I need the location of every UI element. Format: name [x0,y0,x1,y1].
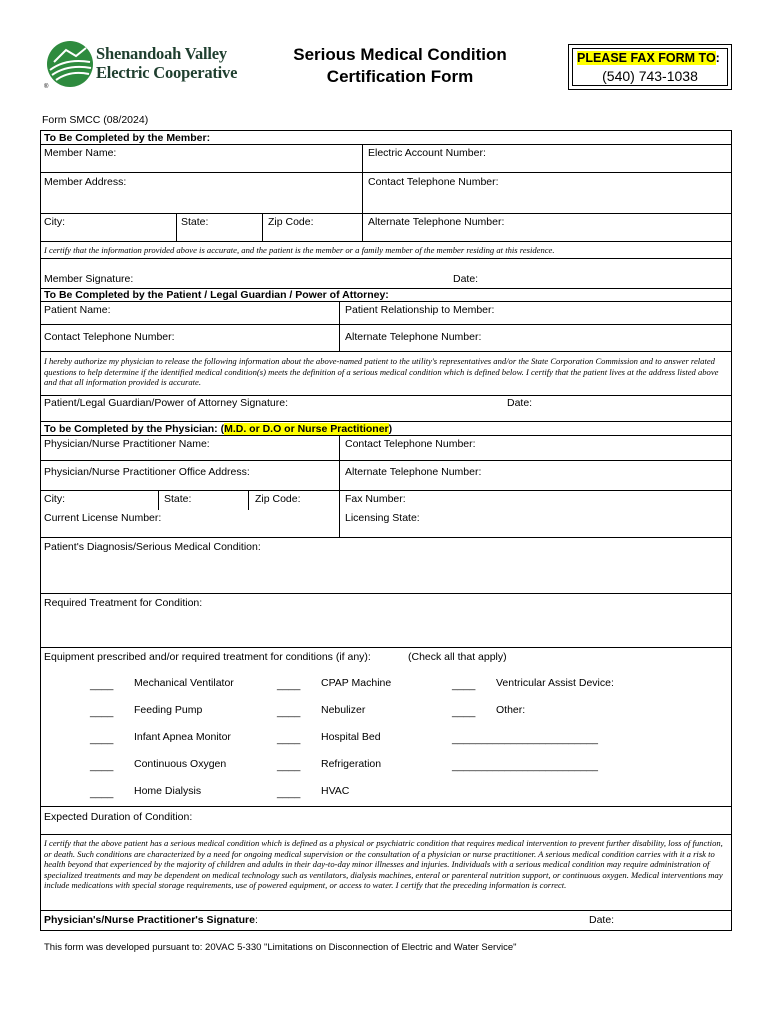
equipment-checkbox[interactable]: ____ [90,679,114,691]
expected-duration-field[interactable]: Expected Duration of Condition: [44,811,193,823]
equipment-option: HVAC [321,785,350,797]
physician-office-address-field[interactable]: Physician/Nurse Practitioner Office Address: [44,466,250,478]
alternate-phone-field[interactable]: Alternate Telephone Number: [368,216,505,228]
zip-field[interactable]: Zip Code: [268,216,314,228]
equipment-checkbox[interactable]: ____ [277,760,301,772]
city-field[interactable]: City: [44,216,65,228]
physician-date-field[interactable]: Date: [589,914,615,926]
equipment-option: Hospital Bed [321,731,381,743]
footer-note: This form was developed pursuant to: 20VAC 5-330 "Limitations on Disconnection of Electric and Water Service" [44,942,517,953]
equipment-option: Ventricular Assist Device: [496,677,614,689]
equipment-checkbox[interactable]: ____ [90,760,114,772]
equipment-checkbox[interactable]: ____ [277,706,301,718]
registered-mark: ® [44,84,49,90]
physician-city-field[interactable]: City: [44,493,65,505]
physician-name-field[interactable]: Physician/Nurse Practitioner Name: [44,438,210,450]
member-name-field[interactable]: Member Name: [44,147,117,159]
equipment-option: CPAP Machine [321,677,392,689]
physician-signature-field[interactable]: Physician's/Nurse Practitioner's Signature: [44,914,258,926]
equipment-option: Home Dialysis [134,785,202,797]
physician-alternate-phone-field[interactable]: Alternate Telephone Number: [345,466,482,478]
equipment-option: Infant Apnea Monitor [134,731,231,743]
required-treatment-field[interactable]: Required Treatment for Condition: [44,597,203,609]
diagnosis-field[interactable]: Patient's Diagnosis/Serious Medical Condition: [44,541,261,553]
equipment-checkbox[interactable]: ____ [452,679,476,691]
equipment-option: Refrigeration [321,758,382,770]
electric-account-field[interactable]: Electric Account Number: [368,147,486,159]
fax-label: PLEASE FAX FORM TO: [577,51,720,65]
check-all-note: (Check all that apply) [408,651,507,663]
equipment-checkbox[interactable]: ____ [277,679,301,691]
fax-number: (540) 743-1038 [602,68,698,84]
member-date-field[interactable]: Date: [453,273,479,285]
patient-date-field[interactable]: Date: [507,397,533,409]
member-section-title: To Be Completed by the Member: [44,132,211,144]
equipment-option: Nebulizer [321,704,366,716]
equipment-prompt: Equipment prescribed and/or required treatment for conditions (if any): [44,651,371,663]
physician-state-field[interactable]: State: [164,493,192,505]
other-equipment-line[interactable]: _________________________ [452,733,598,745]
equipment-checkbox[interactable]: ____ [90,706,114,718]
patient-name-field[interactable]: Patient Name: [44,304,111,316]
license-number-field[interactable]: Current License Number: [44,512,162,524]
member-certification-text: I certify that the information provided above is accurate, and the patient is the member or a family member of the member residing at this residence. [44,245,555,255]
patient-alternate-phone-field[interactable]: Alternate Telephone Number: [345,331,482,343]
equipment-checkbox[interactable]: ____ [277,733,301,745]
fax-box [568,44,732,90]
patient-section-title: To Be Completed by the Patient / Legal Guardian / Power of Attorney: [44,289,389,301]
equipment-checkbox[interactable]: ____ [277,787,301,799]
licensing-state-field[interactable]: Licensing State: [345,512,420,524]
equipment-option: Other: [496,704,526,716]
equipment-option: Mechanical Ventilator [134,677,234,689]
physician-section-title: To be Completed by the Physician: (M.D. or D.O or Nurse Practitioner) [44,423,393,435]
physician-fax-field[interactable]: Fax Number: [345,493,406,505]
patient-signature-field[interactable]: Patient/Legal Guardian/Power of Attorney Signature: [44,397,288,409]
physician-contact-phone-field[interactable]: Contact Telephone Number: [345,438,476,450]
patient-relationship-field[interactable]: Patient Relationship to Member: [345,304,495,316]
equipment-option: Continuous Oxygen [134,758,227,770]
form-number: Form SMCC (08/2024) [42,114,149,126]
other-equipment-line[interactable]: _________________________ [452,760,598,772]
physician-zip-field[interactable]: Zip Code: [255,493,301,505]
member-signature-field[interactable]: Member Signature: [44,273,134,285]
cooperative-logo-icon [46,40,94,88]
form-title: Serious Medical Condition Certification Form [293,45,507,86]
state-field[interactable]: State: [181,216,209,228]
equipment-checkbox[interactable]: ____ [90,787,114,799]
patient-authorization-text: I hereby authorize my physician to release the following information about the above-named patient to the utility's representatives and/or the State Corporation Commission and to answer related questions to help determine if the identified medical condition(s) meets the definition of a serious medical condition which is defined below. I certify that the patient lives at the address listed above and that all information provided is accurate. [44,356,719,388]
equipment-checkbox[interactable]: ____ [90,733,114,745]
equipment-option: Feeding Pump [134,704,203,716]
physician-certification-text: I certify that the above patient has a serious medical condition which is defined as a physical or psychiatric condition that requires medical intervention to prevent further disability, loss of function, or death. Such conditions are characterized by a need for ongoing medical supervision or the consultation of a physician or nurse practitioner. A serious medical condition carries with it a risk to health beyond that experienced by the majority of children and adults in their day-to-day minor illnesses and injuries. Individuals with a serious medical condition may require administration of specialized treatments and may be dependent on medical technology such as ventilators, dialysis machines, enteral or parenteral nutrition support, or continuous oxygen. Medical interventions may include medications with special storage requirements, use of powered equipment, or access to water. I certify that the preceding information is correct. [44,838,723,891]
contact-phone-field[interactable]: Contact Telephone Number: [368,176,499,188]
organization-name: Shenandoah Valley Electric Cooperative [96,44,238,82]
member-address-field[interactable]: Member Address: [44,176,127,188]
equipment-checkbox[interactable]: ____ [452,706,476,718]
patient-contact-phone-field[interactable]: Contact Telephone Number: [44,331,175,343]
